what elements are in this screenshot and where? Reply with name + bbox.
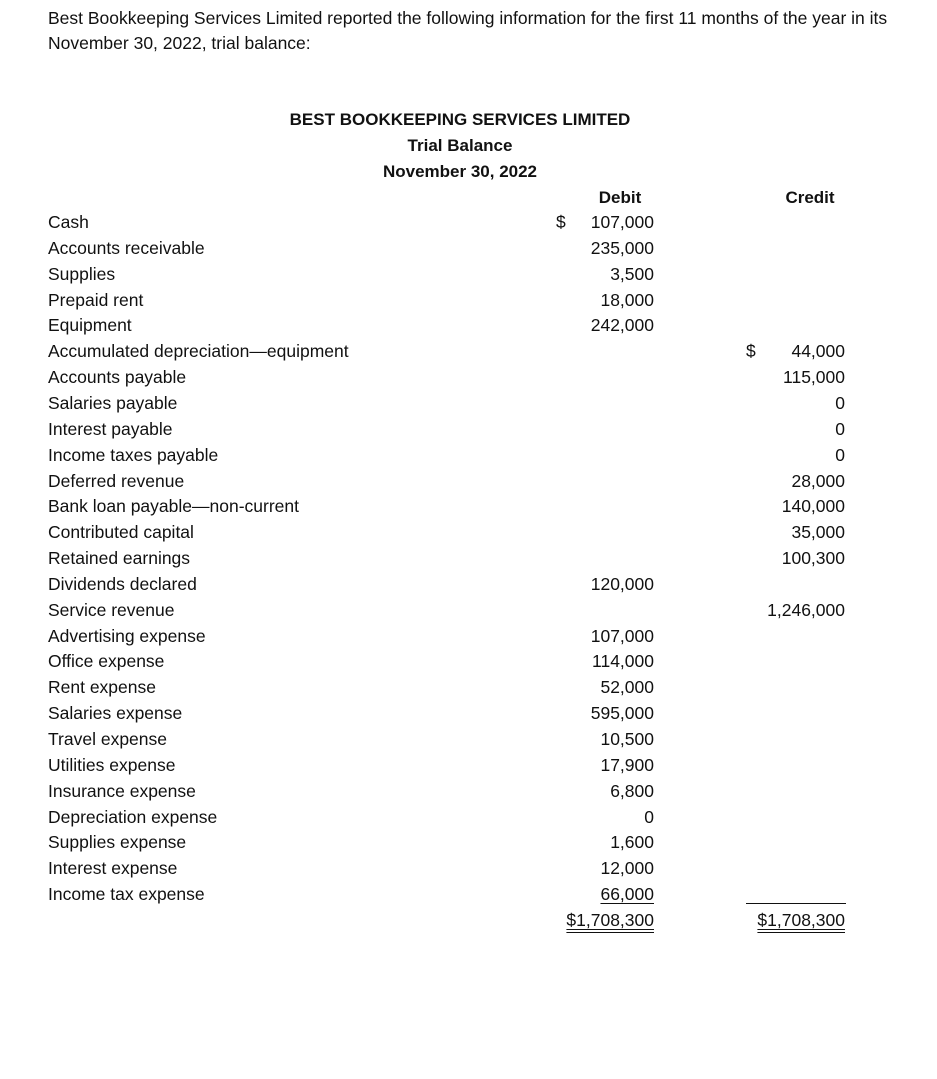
account-label: Cash — [48, 212, 89, 232]
table-row — [0, 651, 937, 677]
debit-amount: 10,500 — [600, 729, 654, 749]
credit-total-rule — [746, 903, 846, 904]
debit-amount: 107,000 — [590, 625, 654, 646]
debit-total: $1,708,300 — [566, 910, 654, 930]
table-row — [0, 419, 937, 445]
statement-date: November 30, 2022 — [382, 162, 538, 181]
table-row — [0, 703, 937, 729]
intro-paragraph: Best Bookkeeping Services Limited reported the following information for the first 11 months of the year in its November 30, 2022, trial balance: — [48, 8, 888, 53]
table-row — [0, 677, 937, 703]
account-label: Office expense — [48, 651, 165, 672]
account-label: Income tax expense — [48, 884, 205, 905]
totals-row — [0, 910, 937, 936]
credit-total: $1,708,300 — [757, 910, 845, 930]
debit-amount: 52,000 — [600, 677, 654, 698]
credit-dollar-sign: $ — [746, 341, 756, 362]
debit-amount: 0 — [644, 806, 654, 827]
debit-amount: 66,000 — [600, 884, 654, 905]
account-label: Supplies expense — [48, 832, 187, 853]
table-row — [0, 522, 937, 548]
account-label: Utilities expense — [48, 754, 176, 775]
table-row — [0, 574, 937, 600]
account-label: Supplies — [48, 263, 116, 284]
account-label: Accumulated depreciation—equipment — [48, 341, 349, 362]
table-row — [0, 807, 937, 833]
account-label: Depreciation expense — [48, 806, 218, 827]
account-label: Income taxes payable — [48, 444, 219, 465]
debit-column-header: Debit — [598, 188, 642, 207]
table-row — [0, 238, 937, 264]
credit-amount: 0 — [835, 418, 845, 439]
account-label: Deferred revenue — [48, 470, 185, 491]
account-label: Salaries expense — [48, 703, 183, 724]
table-row — [0, 471, 937, 497]
account-label: Travel expense — [48, 729, 167, 749]
debit-amount: 12,000 — [600, 858, 654, 879]
table-row — [0, 600, 937, 626]
table-row — [0, 290, 937, 316]
table-row — [0, 884, 937, 910]
table-row — [0, 548, 937, 574]
credit-amount: 0 — [835, 444, 845, 465]
credit-amount: 35,000 — [791, 522, 845, 543]
credit-amount: 44,000 — [791, 341, 845, 362]
table-row — [0, 367, 937, 393]
account-label: Equipment — [48, 315, 132, 336]
table-row — [0, 832, 937, 858]
table-row — [0, 393, 937, 419]
credit-amount: 115,000 — [783, 367, 845, 388]
debit-amount: 6,800 — [610, 780, 654, 801]
table-row — [0, 315, 937, 341]
table-row — [0, 212, 937, 238]
account-label: Interest expense — [48, 858, 178, 879]
account-label: Bank loan payable—non-current — [48, 496, 299, 517]
debit-dollar-sign: $ — [556, 212, 566, 232]
debit-amount: 120,000 — [590, 573, 654, 594]
statement-title: Trial Balance — [407, 136, 513, 155]
account-label: Prepaid rent — [48, 289, 144, 310]
table-row — [0, 626, 937, 652]
debit-amount: 114,000 — [592, 651, 654, 672]
table-row — [0, 496, 937, 522]
account-label: Interest payable — [48, 418, 173, 439]
company-name: BEST BOOKKEEPING SERVICES LIMITED — [289, 110, 631, 129]
account-label: Accounts payable — [48, 367, 187, 388]
credit-amount: 100,300 — [781, 548, 845, 569]
account-label: Accounts receivable — [48, 237, 205, 258]
debit-amount: 107,000 — [590, 212, 654, 232]
debit-amount: 235,000 — [590, 237, 654, 258]
table-row — [0, 781, 937, 807]
table-row — [0, 341, 937, 367]
account-label: Insurance expense — [48, 780, 196, 801]
credit-amount: 1,246,000 — [767, 599, 845, 620]
table-row — [0, 755, 937, 781]
credit-amount: 28,000 — [791, 470, 845, 491]
account-label: Retained earnings — [48, 548, 191, 569]
account-label: Contributed capital — [48, 522, 194, 543]
account-label: Dividends declared — [48, 573, 197, 594]
debit-amount: 242,000 — [590, 315, 654, 336]
debit-amount: 3,500 — [610, 263, 654, 284]
debit-amount: 17,900 — [600, 754, 654, 775]
account-label: Rent expense — [48, 677, 156, 698]
account-label: Salaries payable — [48, 392, 178, 413]
credit-column-header: Credit — [785, 188, 835, 207]
table-row — [0, 264, 937, 290]
table-row — [0, 729, 937, 755]
debit-amount: 595,000 — [590, 703, 654, 724]
credit-amount: 0 — [835, 392, 845, 413]
table-row — [0, 858, 937, 884]
account-label: Service revenue — [48, 599, 175, 620]
credit-amount: 140,000 — [781, 496, 845, 517]
debit-amount: 18,000 — [600, 289, 654, 310]
debit-amount: 1,600 — [610, 832, 654, 853]
account-label: Advertising expense — [48, 625, 206, 646]
table-row — [0, 445, 937, 471]
